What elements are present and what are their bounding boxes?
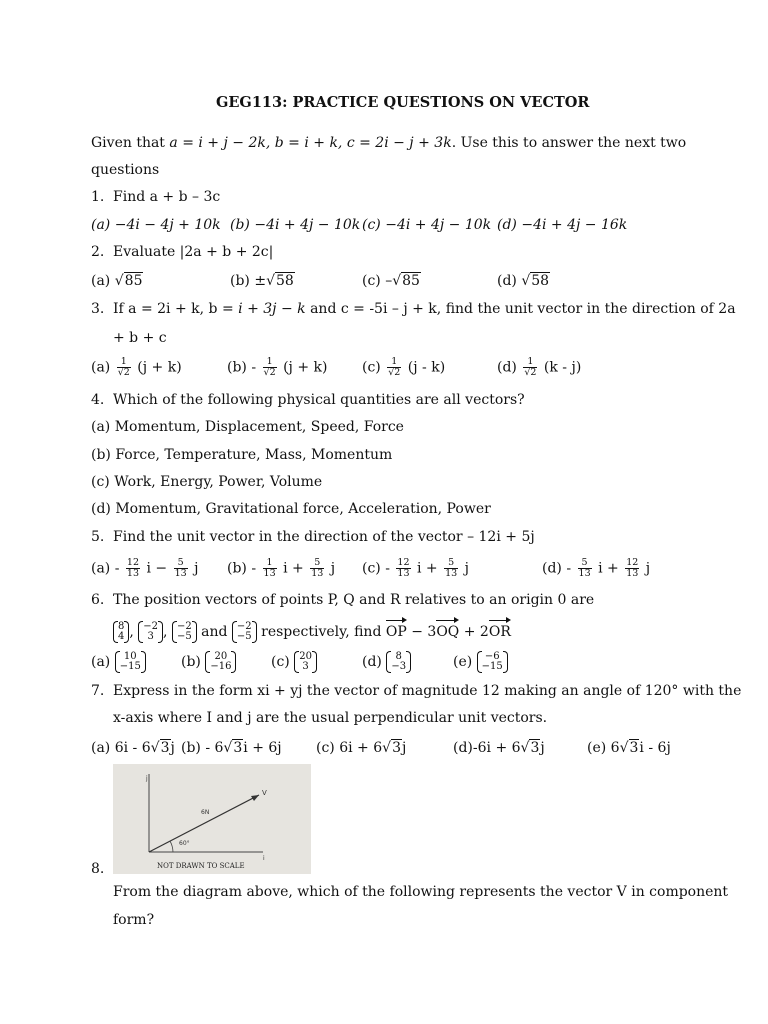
question-3-option-b: (b) - $\frac{1}{√2}$ (j + k): [227, 356, 328, 378]
column-vector-p: 8 4: [113, 622, 129, 642]
vector-v-line: [149, 795, 259, 852]
question-4-number: 4.: [91, 392, 105, 408]
question-3-text: If a = 2i + k, b = i + 3j − k and c = -5i – j + k, find the unit vector in the direction of 2a: [113, 301, 736, 317]
question-2-option-d: (d) √58: [497, 273, 550, 289]
question-5-option-b: (b) - $\frac{1}{13}$ i + $\frac{5}{13}$ j: [227, 557, 336, 579]
angle-arc: [170, 841, 173, 852]
question-3-option-c: (c) $\frac{1}{√2}$ (j - k): [362, 356, 446, 378]
question-6-text-line-2: 8 4 , −2 3 , −2 −5 and −2 −5 respectively, find OP − 3OQ + 2OR: [113, 619, 511, 642]
question-1-option-a: (a) −4i − 4j + 10k: [91, 217, 221, 233]
question-7-number: 7.: [91, 683, 105, 699]
question-7-option-c: (c) 6i + 6√3j: [316, 740, 407, 756]
column-vector-r: −2 −5: [172, 622, 197, 642]
question-2-option-b: (b) ±√58: [230, 273, 294, 289]
question-5-text: Find the unit vector in the direction of the vector – 12i + 5j: [113, 529, 535, 545]
question-5-number: 5.: [91, 529, 105, 545]
question-3-option-a: (a) $\frac{1}{√2}$ (j + k): [91, 356, 182, 378]
question-7-text-line-2: x-axis where I and j are the usual perpendicular unit vectors.: [113, 710, 548, 726]
question-7-option-d: (d)-6i + 6√3j: [453, 740, 545, 756]
question-3-text-line-2: + b + c: [113, 330, 167, 346]
vector-diagram: [113, 764, 311, 874]
question-4-option-a: (a) Momentum, Displacement, Speed, Force: [91, 419, 404, 435]
question-8-number: 8.: [91, 861, 105, 877]
question-6-number: 6.: [91, 592, 105, 608]
column-vector-r-repeat: −2 −5: [232, 622, 257, 642]
intro-vectors-definition: a = i + j − 2k, b = i + k, c = 2i − j + 3k: [169, 135, 452, 151]
vector-label: V: [262, 789, 267, 797]
question-5-option-a: (a) - $\frac{12}{13}$ i − $\frac{5}{13}$ j: [91, 557, 199, 579]
question-7-option-e: (e) 6√3i - 6j: [587, 740, 671, 756]
question-4-option-d: (d) Momentum, Gravitational force, Acceleration, Power: [91, 501, 491, 517]
question-1-option-d: (d) −4i + 4j − 16k: [497, 217, 628, 233]
question-2-option-a: (a) √85: [91, 273, 143, 289]
question-7-text: Express in the form xi + yj the vector of magnitude 12 making an angle of 120° with the: [113, 683, 742, 699]
question-1-number: 1.: [91, 189, 105, 205]
question-2-text: Evaluate |2a + b + 2c|: [113, 244, 274, 260]
intro-line-2: questions: [91, 162, 160, 178]
intro-line-1: [91, 134, 686, 152]
magnitude-label: 6N: [201, 809, 210, 816]
question-4-option-c: (c) Work, Energy, Power, Volume: [91, 474, 323, 490]
question-5-option-d: (d) - $\frac{5}{13}$ i + $\frac{12}{13}$ j: [542, 557, 651, 579]
question-6-text: The position vectors of points P, Q and R relatives to an origin 0 are: [113, 592, 595, 608]
y-axis-label: j: [146, 775, 148, 782]
angle-label: 60°: [179, 840, 190, 847]
question-1-option-b: (b) −4i + 4j − 10k: [230, 217, 361, 233]
intro-suffix: . Use this to answer the next two: [451, 135, 687, 151]
question-6-option-d: (d) 8 −3: [362, 652, 411, 672]
x-axis-label: i: [263, 855, 265, 862]
question-6-option-e: (e) −6 −15: [453, 652, 508, 672]
question-4-option-b: (b) Force, Temperature, Mass, Momentum: [91, 447, 393, 463]
figure-caption: NOT DRAWN TO SCALE: [157, 862, 245, 870]
question-7-option-a: (a) 6i - 6√3j: [91, 740, 175, 756]
question-6-option-c: (c) 20 3: [271, 652, 317, 672]
question-8-text-line-2: form?: [113, 912, 155, 928]
question-1-option-c: (c) −4i + 4j − 10k: [362, 217, 492, 233]
column-vector-q: −2 3: [138, 622, 163, 642]
question-8-text: From the diagram above, which of the following represents the vector V in component: [113, 884, 729, 900]
question-3-number: 3.: [91, 301, 105, 317]
question-7-option-b: (b) - 6√3i + 6j: [181, 740, 282, 756]
question-5-option-c: (c) - $\frac{12}{13}$ i + $\frac{5}{13}$ j: [362, 557, 469, 579]
page-title: GEG113: PRACTICE QUESTIONS ON VECTOR: [216, 94, 590, 111]
vector-diagram-figure: [113, 764, 311, 874]
question-2-number: 2.: [91, 244, 105, 260]
intro-prefix: Given that: [91, 135, 170, 151]
question-4-text: Which of the following physical quantities are all vectors?: [113, 392, 525, 408]
question-1-text: Find a + b – 3c: [113, 189, 221, 205]
question-6-option-a: (a) 10 −15: [91, 652, 146, 672]
question-2-option-c: (c) –√85: [362, 273, 420, 289]
question-6-option-b: (b) 20 −16: [181, 652, 236, 672]
question-3-option-d: (d) $\frac{1}{√2}$ (k - j): [497, 356, 582, 378]
